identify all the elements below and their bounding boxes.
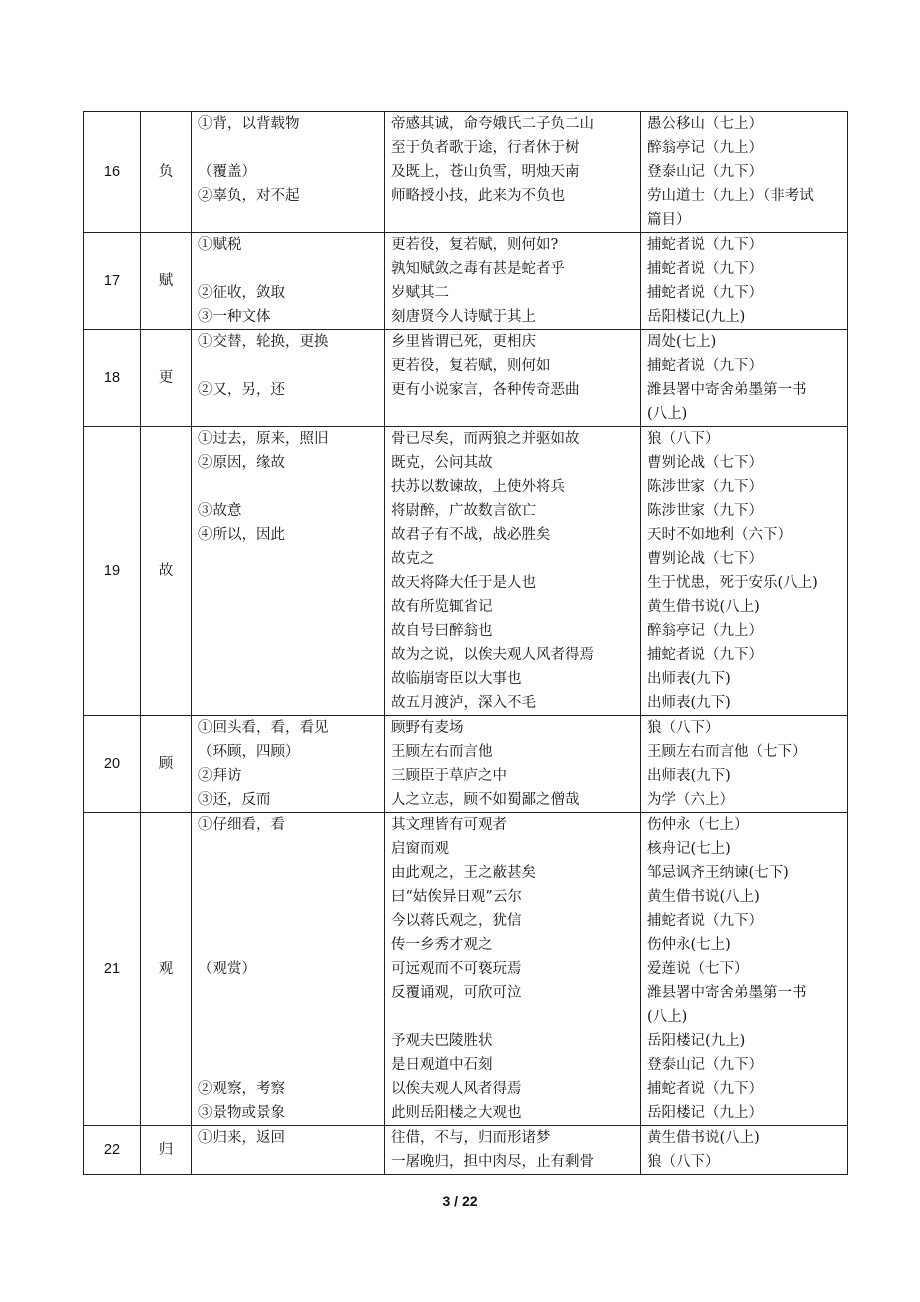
meaning-cell bbox=[192, 112, 385, 233]
sentence-line bbox=[391, 402, 634, 426]
sentence-line: 更若役，复若赋，则何如 bbox=[391, 358, 551, 374]
entry-character: 观 bbox=[141, 813, 192, 1126]
meaning-line: ②原因，缘故 bbox=[198, 455, 285, 471]
source-line: 爱莲说（七下） bbox=[647, 961, 749, 977]
sentence-line: 帝感其诚，命夸娥氏二子负二山 bbox=[391, 116, 594, 132]
entry-number: 18 bbox=[84, 330, 141, 427]
sentence-line: 既克，公问其故 bbox=[391, 455, 493, 471]
source-line: 捕蛇者说（九下） bbox=[647, 358, 763, 374]
meaning-cell bbox=[192, 716, 385, 813]
sentence-cell bbox=[385, 716, 641, 813]
meaning-line: ①过去，原来，照旧 bbox=[198, 431, 329, 447]
sentence-line bbox=[391, 208, 634, 232]
sentence-line: 扶苏以数谏故，上使外将兵 bbox=[391, 479, 565, 495]
source-cell bbox=[641, 716, 848, 813]
sentence-line: 今以蒋氏观之，犹信 bbox=[391, 913, 522, 929]
source-line: 登泰山记（九下） bbox=[647, 1057, 763, 1073]
sentence-line: 将尉醉，广故数言欲亡 bbox=[391, 503, 536, 519]
sentence-line: 三顾臣于草庐之中 bbox=[391, 768, 507, 784]
meaning-line: ④所以，因此 bbox=[198, 527, 285, 543]
sentence-line: 顾野有麦场 bbox=[391, 720, 464, 736]
meaning-line: ①背，以背载物 bbox=[198, 116, 300, 132]
meaning-line bbox=[198, 1029, 378, 1053]
meaning-line bbox=[198, 475, 378, 499]
sentence-line: 传一乡秀才观之 bbox=[391, 937, 493, 953]
meaning-line bbox=[198, 885, 378, 909]
meaning-line: （覆盖） bbox=[198, 164, 256, 180]
source-line: 黄生借书说(八上) bbox=[647, 889, 760, 905]
source-cell bbox=[641, 1126, 848, 1175]
meaning-line bbox=[198, 354, 378, 378]
meaning-line bbox=[198, 909, 378, 933]
sentence-line: 以俟夫观人风者得焉 bbox=[391, 1081, 522, 1097]
source-cell bbox=[641, 427, 848, 716]
meaning-line: ③景物或景象 bbox=[198, 1105, 285, 1121]
sentence-line: 乡里皆谓已死，更相庆 bbox=[391, 334, 536, 350]
source-cell bbox=[641, 330, 848, 427]
sentence-line: 刻唐贤今人诗赋于其上 bbox=[391, 309, 536, 325]
table-row bbox=[84, 813, 848, 1126]
entry-number: 19 bbox=[84, 427, 141, 716]
meaning-line: ③还，反而 bbox=[198, 792, 271, 808]
meaning-cell bbox=[192, 813, 385, 1126]
meaning-line: ①仔细看，看 bbox=[198, 817, 285, 833]
entry-number: 22 bbox=[84, 1126, 141, 1175]
sentence-line: 更有小说家言，各种传奇恶曲 bbox=[391, 382, 580, 398]
sentence-line: 故五月渡泸，深入不毛 bbox=[391, 695, 536, 711]
source-line: 潍县署中寄舍弟墨第一书 bbox=[647, 382, 807, 398]
source-cell bbox=[641, 813, 848, 1126]
source-line: 核舟记(七上) bbox=[647, 841, 731, 857]
meaning-line: ②观察，考察 bbox=[198, 1081, 285, 1097]
table-body bbox=[84, 112, 848, 1175]
source-line: 陈涉世家（九下） bbox=[647, 479, 763, 495]
sentence-line: 更若役，复若赋，则何如? bbox=[391, 237, 559, 253]
sentence-cell bbox=[385, 233, 641, 330]
meaning-line bbox=[198, 1053, 378, 1077]
source-line: 黄生借书说(八上) bbox=[647, 1130, 760, 1146]
meaning-line bbox=[198, 595, 378, 619]
sentence-line: 至于负者歌于途，行者休于树 bbox=[391, 140, 580, 156]
sentence-line: 岁赋其二 bbox=[391, 285, 449, 301]
meaning-line bbox=[198, 691, 378, 715]
entry-number: 20 bbox=[84, 716, 141, 813]
entry-character: 顾 bbox=[141, 716, 192, 813]
meaning-line bbox=[198, 208, 378, 232]
source-line: 狼（八下） bbox=[647, 1154, 720, 1170]
sentence-line: 故为之说，以俟夫观人风者得焉 bbox=[391, 647, 594, 663]
meaning-line: ①交替，轮换，更换 bbox=[198, 334, 329, 350]
sentence-line: 是日观道中石刻 bbox=[391, 1057, 493, 1073]
source-line: 岳阳楼记（九上） bbox=[647, 1105, 763, 1121]
entry-character: 赋 bbox=[141, 233, 192, 330]
meaning-line: ①归来，返回 bbox=[198, 1130, 285, 1146]
source-line: 劳山道士（九上）（非考试 bbox=[647, 188, 814, 204]
source-line: 捕蛇者说（九下） bbox=[647, 647, 763, 663]
entry-number: 21 bbox=[84, 813, 141, 1126]
source-line: 狼（八下） bbox=[647, 720, 720, 736]
table-row bbox=[84, 1126, 848, 1175]
sentence-line: 可远观而不可亵玩焉 bbox=[391, 961, 522, 977]
meaning-cell bbox=[192, 233, 385, 330]
meaning-line bbox=[198, 837, 378, 861]
source-line: 生于忧患，死于安乐(八上) bbox=[647, 575, 818, 591]
source-line: 王顾左右而言他（七下） bbox=[647, 744, 807, 760]
source-line: 潍县署中寄舍弟墨第一书 bbox=[647, 985, 807, 1001]
entry-number: 17 bbox=[84, 233, 141, 330]
source-line: 捕蛇者说（九下） bbox=[647, 261, 763, 277]
sentence-line: 故自号曰醉翁也 bbox=[391, 623, 493, 639]
meaning-line: ③一种文体 bbox=[198, 309, 271, 325]
meaning-line bbox=[198, 402, 378, 426]
table-row bbox=[84, 330, 848, 427]
source-line: 愚公移山（七上） bbox=[647, 116, 763, 132]
sentence-line: 王顾左右而言他 bbox=[391, 744, 493, 760]
entry-character: 故 bbox=[141, 427, 192, 716]
source-line: 狼（八下） bbox=[647, 431, 720, 447]
sentence-cell bbox=[385, 1126, 641, 1175]
sentence-cell bbox=[385, 427, 641, 716]
sentence-line: 故克之 bbox=[391, 551, 435, 567]
meaning-line bbox=[198, 933, 378, 957]
source-line: 出师表(九下) bbox=[647, 695, 731, 711]
meaning-line bbox=[198, 1005, 378, 1029]
meaning-line: （观赏） bbox=[198, 961, 256, 977]
meaning-line bbox=[198, 136, 378, 160]
source-line: 陈涉世家（九下） bbox=[647, 503, 763, 519]
glossary-table bbox=[83, 111, 848, 1175]
sentence-line: 及既上，苍山负雪，明烛天南 bbox=[391, 164, 580, 180]
sentence-cell bbox=[385, 112, 641, 233]
source-line: (八上) bbox=[647, 406, 688, 422]
sentence-line: 启窗而观 bbox=[391, 841, 449, 857]
sentence-line: 由此观之，王之蔽甚矣 bbox=[391, 865, 536, 881]
source-cell bbox=[641, 112, 848, 233]
source-line: 篇目） bbox=[647, 212, 691, 228]
table-row bbox=[84, 112, 848, 233]
meaning-line: ①赋税 bbox=[198, 237, 242, 253]
sentence-line: 反覆诵观，可欣可泣 bbox=[391, 985, 522, 1001]
sentence-line: 往借，不与，归而形诸梦 bbox=[391, 1130, 551, 1146]
sentence-line: 故天将降大任于是人也 bbox=[391, 575, 536, 591]
source-line: 黄生借书说(八上) bbox=[647, 599, 760, 615]
source-line: 周处(七上) bbox=[647, 334, 717, 350]
table-row bbox=[84, 716, 848, 813]
sentence-line: 此则岳阳楼之大观也 bbox=[391, 1105, 522, 1121]
sentence-line bbox=[391, 1005, 634, 1029]
meaning-line bbox=[198, 643, 378, 667]
sentence-line: 予观夫巴陵胜状 bbox=[391, 1033, 493, 1049]
source-line: 天时不如地利（六下） bbox=[647, 527, 792, 543]
source-line: 曹刿论战（七下） bbox=[647, 455, 763, 471]
meaning-cell bbox=[192, 330, 385, 427]
table-row bbox=[84, 233, 848, 330]
source-line: 曹刿论战（七下） bbox=[647, 551, 763, 567]
sentence-line: 其文理皆有可观者 bbox=[391, 817, 507, 833]
meaning-line: （环顾，四顾） bbox=[198, 744, 300, 760]
meaning-line: ③故意 bbox=[198, 503, 242, 519]
meaning-line bbox=[198, 619, 378, 643]
source-line: (八上) bbox=[647, 1009, 688, 1025]
source-line: 醉翁亭记（九上） bbox=[647, 140, 763, 156]
meaning-line bbox=[198, 981, 378, 1005]
meaning-line: ②又，另，还 bbox=[198, 382, 285, 398]
meaning-line bbox=[198, 1150, 378, 1174]
source-cell bbox=[641, 233, 848, 330]
sentence-line: 故有所览辄省记 bbox=[391, 599, 493, 615]
meaning-line bbox=[198, 257, 378, 281]
sentence-line: 故君子有不战，战必胜矣 bbox=[391, 527, 551, 543]
sentence-line: 一屠晚归，担中肉尽，止有剩骨 bbox=[391, 1154, 594, 1170]
page-number: 3 / 22 bbox=[442, 1193, 478, 1209]
sentence-line: 孰知赋敛之毒有甚是蛇者乎 bbox=[391, 261, 565, 277]
source-line: 出师表(九下) bbox=[647, 768, 731, 784]
sentence-line: 师略授小技，此来为不负也 bbox=[391, 188, 565, 204]
sentence-line: 曰“姑俟异日观”云尔 bbox=[391, 889, 522, 905]
sentence-line: 骨已尽矣，而两狼之并驱如故 bbox=[391, 431, 580, 447]
table-row bbox=[84, 427, 848, 716]
source-line: 捕蛇者说（九下） bbox=[647, 913, 763, 929]
meaning-line: ①回头看，看，看见 bbox=[198, 720, 329, 736]
meaning-cell bbox=[192, 1126, 385, 1175]
meaning-line bbox=[198, 861, 378, 885]
source-line: 为学（六上） bbox=[647, 792, 734, 808]
meaning-line: ②拜访 bbox=[198, 768, 242, 784]
entry-character: 归 bbox=[141, 1126, 192, 1175]
source-line: 登泰山记（九下） bbox=[647, 164, 763, 180]
meaning-cell bbox=[192, 427, 385, 716]
entry-character: 负 bbox=[141, 112, 192, 233]
source-line: 醉翁亭记（九上） bbox=[647, 623, 763, 639]
entry-character: 更 bbox=[141, 330, 192, 427]
meaning-line: ②辜负，对不起 bbox=[198, 188, 300, 204]
sentence-cell bbox=[385, 330, 641, 427]
sentence-line: 人之立志，顾不如蜀鄙之僧哉 bbox=[391, 792, 580, 808]
source-line: 捕蛇者说（九下） bbox=[647, 237, 763, 253]
source-line: 伤仲永(七上) bbox=[647, 937, 731, 953]
source-line: 岳阳楼记(九上) bbox=[647, 309, 746, 325]
source-line: 出师表(九下) bbox=[647, 671, 731, 687]
source-line: 邹忌讽齐王纳谏(七下) bbox=[647, 865, 789, 881]
source-line: 伤仲永（七上） bbox=[647, 817, 749, 833]
meaning-line bbox=[198, 547, 378, 571]
source-line: 岳阳楼记(九上) bbox=[647, 1033, 746, 1049]
sentence-line: 故临崩寄臣以大事也 bbox=[391, 671, 522, 687]
meaning-line bbox=[198, 667, 378, 691]
sentence-cell bbox=[385, 813, 641, 1126]
source-line: 捕蛇者说（九下） bbox=[647, 285, 763, 301]
source-line: 捕蛇者说（九下） bbox=[647, 1081, 763, 1097]
meaning-line bbox=[198, 571, 378, 595]
entry-number: 16 bbox=[84, 112, 141, 233]
meaning-line: ②征收，敛取 bbox=[198, 285, 285, 301]
